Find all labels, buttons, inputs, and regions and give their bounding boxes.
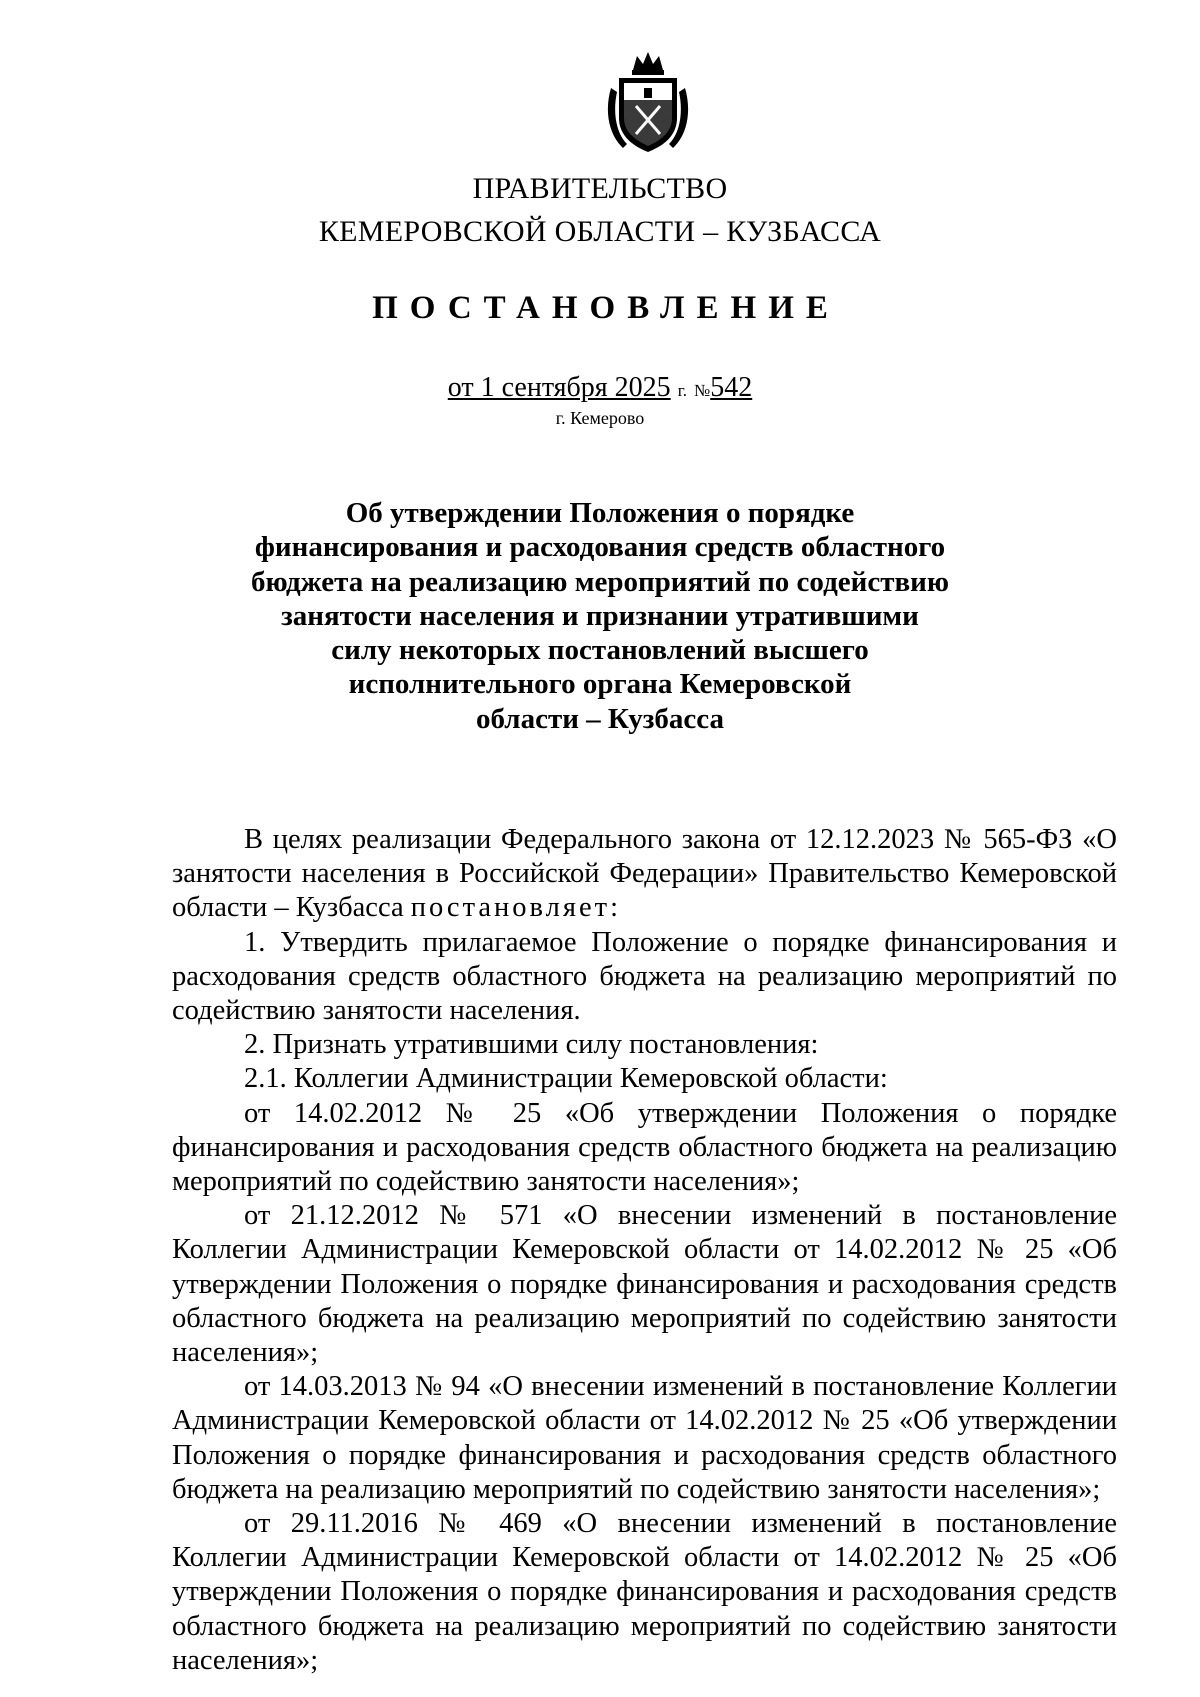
preamble-paragraph (172, 823, 1117, 926)
title-line: финансирования и расходования средств областного (254, 531, 946, 564)
number-sign: № (694, 381, 711, 400)
preamble-resolves: постановляет (410, 892, 611, 924)
title-line: занятости населения и признании утратившими (281, 599, 919, 632)
preamble-colon: : (610, 892, 618, 924)
document-type: ПОСТАНОВЛЕНИЕ (372, 290, 840, 326)
repealed-act-3: от 14.03.2013 № 94 «О внесении изменений в постановление Коллегии Администрации Кемеровской области от 14.02.2012 № 25 «Об утверждении Положения о порядке финансирования и расходования средств областного бюджета на реализацию мероприятий по содействию занятости населения»; (172, 1371, 1117, 1505)
document-date-number (0, 372, 1200, 404)
repealed-act-2: от 21.12.2012 № 571 «О внесении изменений в постановление Коллегии Администрации Кемеровской области от 14.02.2012 № 25 «Об утверждении Положения о порядке финансирования и расходования средств областного бюджета на реализацию мероприятий по содействию занятости населения»; (172, 1200, 1117, 1369)
year-suffix: г. (677, 381, 687, 400)
title-line: области – Кузбасса (476, 702, 724, 735)
document-number: 542 (710, 372, 753, 403)
coat-of-arms-icon (603, 48, 693, 158)
repealed-act-4: от 29.11.2016 № 469 «О внесении изменений в постановление Коллегии Администрации Кемеровской области от 14.02.2012 № 25 «Об утверждении Положения о порядке финансирования и расходования средств областного бюджета на реализацию мероприятий по содействию занятости населения»; (172, 1508, 1117, 1676)
title-line: силу некоторых постановлений высшего (331, 634, 869, 667)
document-city: г. Кемерово (555, 408, 645, 428)
document-body (172, 823, 1117, 1678)
title-line: Об утверждении Положения о порядке (345, 497, 855, 529)
title-line: бюджета на реализацию мероприятий по содействию (250, 565, 949, 598)
title-line: исполнительного органа Кемеровской (348, 668, 852, 701)
document-date: от 1 сентября 2025 (447, 372, 671, 403)
government-name-line1: ПРАВИТЕЛЬСТВО (472, 172, 728, 205)
repealed-act-1: от 14.02.2012 № 25 «Об утверждении Положения о порядке финансирования и расходования средств областного бюджета на реализацию мероприятий по содействию занятости населения»; (172, 1097, 1117, 1198)
item-2: 2. Признать утратившими силу постановления: (244, 1029, 819, 1061)
preamble-text: В целях реализации Федерального закона от 12.12.2023 № 565-ФЗ «О занятости населения в Российской Федерации» Правительство Кемеровской области – Кузбасса (172, 824, 1117, 924)
item-2-1: 2.1. Коллегии Администрации Кемеровской области: (244, 1063, 888, 1095)
government-name-line2: КЕМЕРОВСКОЙ ОБЛАСТИ – КУЗБАССА (318, 215, 882, 248)
document-title (0, 496, 1200, 736)
item-1: 1. Утвердить прилагаемое Положение о порядке финансирования и расходования средств областного бюджета на реализацию мероприятий по содействию занятости населения. (172, 926, 1117, 1027)
